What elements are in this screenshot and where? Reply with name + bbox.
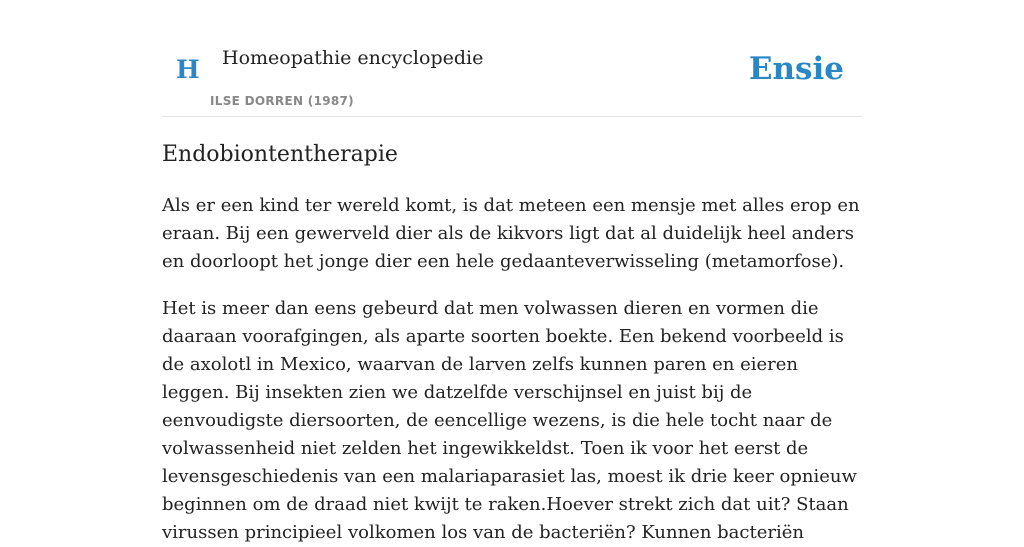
ensie-logo-link[interactable]: Ensie bbox=[748, 51, 844, 87]
book-author: ILSE DORREN (1987) bbox=[210, 94, 354, 108]
book-initial-letter: H bbox=[176, 55, 200, 84]
book-header bbox=[162, 0, 862, 117]
book-title-link[interactable]: Homeopathie encyclopedie bbox=[222, 47, 484, 69]
article bbox=[162, 136, 862, 547]
article-paragraph-2: Het is meer dan eens gebeurd dat men volwassen dieren en vormen die daaraan voorafgingen, als aparte soorten boekte. Een bekend voorbeeld is de axolotl in Mexico, waarvan de larven zelfs kunnen paren en eieren leggen. Bij insekten zien we datzelfde verschijnsel en juist bij de eenvoudigste diersoorten, de eencellige wezens, is die hele tocht naar de volwassenheid niet zelden het ingewikkeldst. Toen ik voor het eerst de levensgeschiedenis van een malariaparasiet las, moest ik drie keer opnieuw beginnen om de draad niet kwijt te raken.Hoever strekt zich dat uit? Staan virussen principieel volkomen los van de bacteriën? Kunnen bacteriën bbox=[162, 298, 857, 543]
article-title: Endobiontentherapie bbox=[162, 142, 398, 167]
article-paragraph-1: Als er een kind ter wereld komt, is dat meteen een mensje met alles erop en eraan. Bij een gewerveld dier als de kikvors ligt dat al duidelijk heel anders en doorloopt het jonge dier een hele gedaanteverwisseling (metamorfose). bbox=[162, 195, 860, 272]
